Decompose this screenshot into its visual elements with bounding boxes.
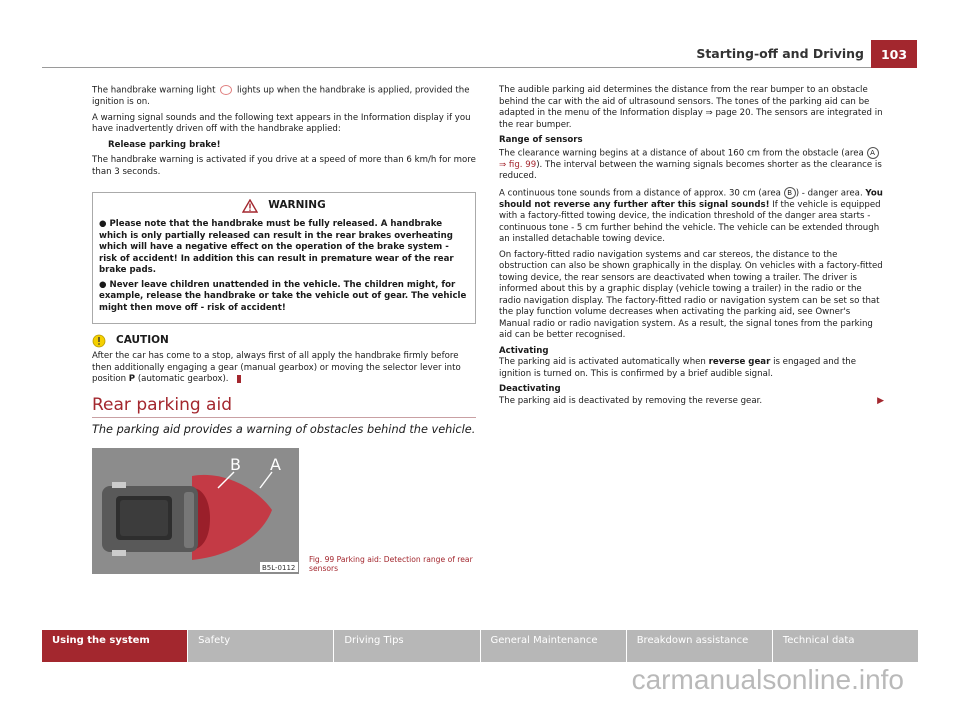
tab-breakdown-assistance[interactable]: Breakdown assistance (627, 630, 772, 662)
parking-aid-figure (92, 448, 299, 574)
caution-header (92, 334, 476, 348)
warning-box (92, 192, 476, 324)
running-header: Starting-off and Driving (696, 46, 864, 61)
paragraph-range: Range of sensors The clearance warning begins at a distance of about 160 cm from the obstacle (area A ⇒ fig. 99). The interval between the warning signals becomes shorter as the clearance is reduced. (499, 135, 882, 181)
tab-technical-data[interactable]: Technical data (773, 630, 918, 662)
warning-title: WARNING (268, 199, 326, 212)
area-b-marker: B (784, 187, 796, 199)
range-heading: Range of sensors (499, 135, 583, 145)
display-text: Release parking brake! (108, 139, 221, 150)
tab-safety[interactable]: Safety (188, 630, 333, 662)
footer-navigation (42, 630, 918, 662)
page-number: 103 (871, 40, 917, 68)
paragraph-audible-aid: The audible parking aid determines the distance from the rear bumper to an obstacle behind the car with the aid of ultrasound sensors. The tones of the parking aid can be adapted in the menu of the Information display ⇒ page 20. The sensors are integrated in the rear bumper. (499, 85, 883, 130)
paragraph-handbrake-light: The handbrake warning light lights up when the handbrake is applied, provided the ignition is on. (92, 85, 470, 107)
parking-aid-illustration (92, 448, 299, 574)
tab-using-the-system[interactable]: Using the system (42, 630, 187, 662)
figure-code: B5L-0112 (262, 563, 296, 572)
figure-row (92, 448, 476, 574)
paragraph-radio-display: On factory-fitted radio navigation systems and car stereos, the distance to the obstruction can also be shown graphically in the display. On vehicles with a factory-fitted towing device, the rear sensors are deactivated when towing a trailer. The driver is informed about this by a graphic display (vehicle towing a trailer) in the radio or the radio navigation display. The factory-fitted radio or navigation system can be set so that the play function volume decreases when activating the parking aid, see Owner's Manual radio or radio navigation system. As a result, the signal tones from the parking aid can be better recognised. (499, 249, 883, 340)
paragraph-deactivating: Deactivating The parking aid is deactivated by removing the reverse gear. ▶ (499, 384, 884, 406)
deactivating-heading: Deactivating (499, 384, 561, 394)
paragraph-activation-speed: The handbrake warning is activated if you drive at a speed of more than 6 km/h for more than 3 seconds. (92, 155, 476, 177)
warning-item: ● Please note that the handbrake must be fully released. A handbrake which is only partially released can result in the rear brakes overheating which will have a negative effect on the operation of the brake system - risk of accident! In addition this can result in premature wear of the rear brake pads. (99, 219, 454, 275)
figure-label-b: B (230, 454, 241, 474)
watermark: carmanualsonline.info (631, 664, 904, 695)
left-column (92, 85, 476, 574)
caution-icon (92, 334, 106, 348)
section-subtitle: The parking aid provides a warning of obstacles behind the vehicle. (92, 423, 476, 436)
figure-caption: Fig. 99 Parking aid: Detection range of rear sensors (309, 554, 473, 573)
continue-arrow-icon: ▶ (877, 395, 884, 406)
right-column (499, 85, 884, 411)
tab-driving-tips[interactable]: Driving Tips (334, 630, 479, 662)
paragraph-warning-signal: A warning signal sounds and the following text appears in the Information display if you have inadvertently driven off with the handbrake applied: (92, 112, 471, 134)
warning-triangle-icon (242, 199, 258, 213)
handbrake-warning-icon (220, 85, 232, 95)
section-title: Rear parking aid (92, 400, 476, 419)
tab-general-maintenance[interactable]: General Maintenance (481, 630, 626, 662)
section-end-marker (237, 375, 241, 383)
header-rule (42, 67, 871, 68)
figure-label-a: A (270, 454, 281, 474)
paragraph-continuous-tone: A continuous tone sounds from a distance of approx. 30 cm (area B ) - danger area. You should not reverse any further after this signal sounds! If the vehicle is equipped with a factory-fitted towing device, the indication threshold of the danger area starts - continuous tone - 5 cm further behind the vehicle. The vehicle can be extended through an installed detachable towing device. (499, 188, 883, 244)
area-a-marker: A (867, 147, 879, 159)
caution-title: CAUTION (116, 334, 169, 347)
warning-item: ● Never leave children unattended in the vehicle. The children might, for example, release the handbrake or take the vehicle out of gear. The vehicle might then move off - risk of accident! (99, 279, 467, 313)
paragraph-activating: Activating The parking aid is activated automatically when reverse gear is engaged and the ignition is turned on. This is confirmed by a brief audible signal. (499, 345, 857, 379)
activating-heading: Activating (499, 345, 549, 356)
caution-text: After the car has come to a stop, always first of all apply the handbrake firmly before then additionally engaging a gear (manual gearbox) or moving the selector lever into position P (automatic gearbox). (92, 351, 461, 384)
warning-header (99, 199, 469, 213)
figure-link[interactable]: ⇒ fig. 99 (499, 159, 537, 170)
